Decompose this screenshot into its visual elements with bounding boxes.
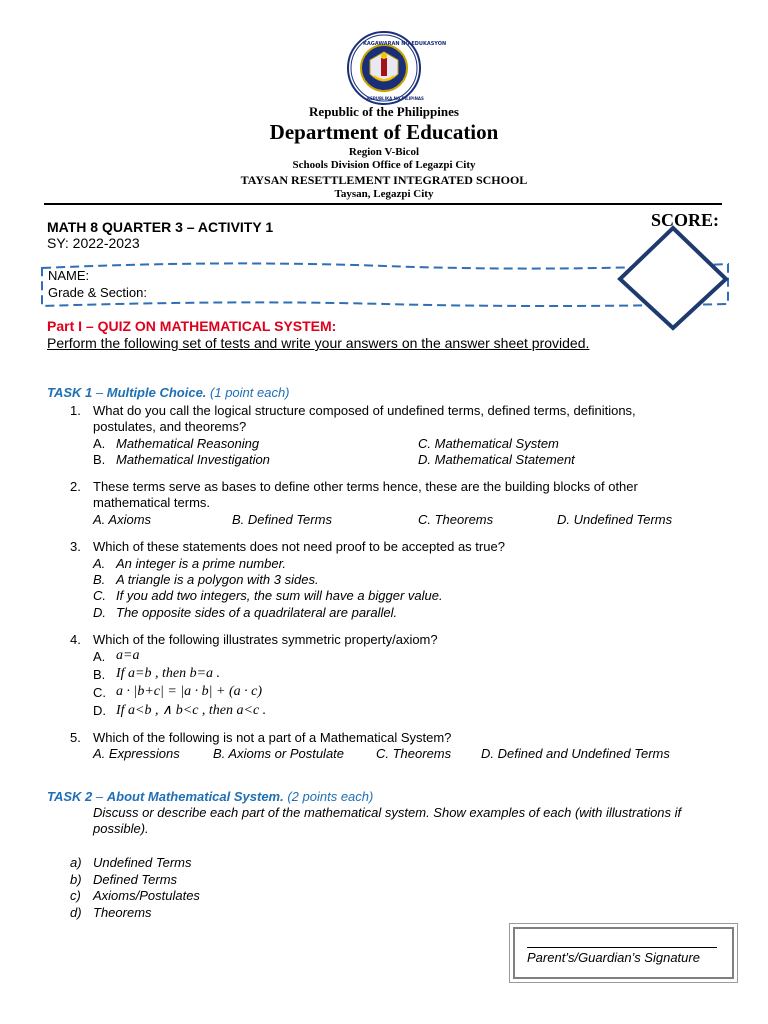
q2-option-d[interactable]: D. Undefined Terms [557,512,673,527]
task2-instruction: Discuss or describe each part of the mathematical system. Show examples of each (with illustrations if possible). [93,805,682,836]
task1-dash: – [92,385,107,400]
school-year: SY: 2022-2023 [47,235,140,251]
part1-instruction: Perform the following set of tests and write your answers on the answer sheet provided. [47,335,590,351]
score-diamond-box[interactable] [612,222,732,334]
name-field[interactable] [98,266,608,284]
q2-option-a[interactable]: A. Axioms [93,512,152,527]
school-name: TAYSAN RESETTLEMENT INTEGRATED SCHOOL [240,173,528,187]
task2-item-defined-terms: Defined Terms [93,872,178,887]
q3-option-c-letter: C. [93,588,106,603]
region-text: Region V-Bicol [348,146,420,158]
q4-option-b-letter: B. [93,667,106,682]
q1-text: What do you call the logical structure composed of undefined terms, defined terms, definitions, postulates, and theorems? [93,403,636,434]
q3-option-b[interactable]: A triangle is a polygon with 3 sides. [116,572,319,587]
q2-number: 2. [70,479,81,494]
school-location: Taysan, Legazpi City [334,188,434,200]
task1-points: (1 point each) [206,385,290,400]
q3-option-b-letter: B. [93,572,106,587]
task2-item-axioms-postulates: Axioms/Postulates [93,888,200,903]
signature-box[interactable] [513,927,734,979]
q3-text: Which of these statements does not need proof to be accepted as true? [93,539,505,554]
task1-heading [47,385,290,401]
q4-option-d[interactable]: If a<b , ∧ b<c , then a<c . [116,703,267,718]
q1-option-c[interactable]: C. Mathematical System [418,436,559,451]
q5-option-a[interactable]: A. Expressions [93,746,180,761]
grade-section-field[interactable] [160,283,608,301]
q4-option-a-letter: A. [93,649,106,664]
q3-number: 3. [70,539,81,554]
q3-option-d-letter: D. [93,605,106,620]
grade-section-label: Grade & Section: [48,285,147,300]
q4-option-c-letter: C. [93,685,106,700]
q2-option-c[interactable]: C. Theorems [418,512,494,527]
q2-option-b[interactable]: B. Defined Terms [232,512,332,527]
q4-option-c[interactable]: a · |b+c| = |a · b| + (a · c) [116,684,262,699]
q3-option-a-letter: A. [93,556,106,571]
name-label: NAME: [48,268,90,283]
signature-label: Parent’s/Guardian’s Signature [527,950,700,965]
score-label: SCORE: [651,210,720,230]
q1-number: 1. [70,403,81,418]
task2-item-letter: c) [70,888,81,903]
task2-dash: – [92,789,107,804]
q5-number: 5. [70,730,81,745]
signature-line [527,947,717,948]
q4-text: Which of the following illustrates symmetric property/axiom? [93,632,438,647]
task2-label: TASK 2 [47,789,93,804]
q2-text: These terms serve as bases to define other terms hence, these are the building blocks of other mathematical terms. [93,479,638,510]
q1-option-b[interactable]: Mathematical Investigation [116,452,270,467]
q1-option-a[interactable]: Mathematical Reasoning [116,436,260,451]
task2-item-letter: b) [70,872,82,887]
q5-option-b[interactable]: B. Axioms or Postulate [213,746,345,761]
svg-text:KAGAWARAN NG EDUKASYON: KAGAWARAN NG EDUKASYON [363,41,447,47]
task2-item-undefined-terms: Undefined Terms [93,855,192,870]
department-title: Department of Education [269,120,499,144]
task1-title: Multiple Choice. [106,385,207,400]
header-divider [44,203,722,205]
svg-text:REPUBLIKA NG PILIPINAS: REPUBLIKA NG PILIPINAS [367,96,424,101]
task1-label: TASK 1 [47,385,93,400]
q5-option-d[interactable]: D. Defined and Undefined Terms [481,746,670,761]
q3-option-d[interactable]: The opposite sides of a quadrilateral are parallel. [116,605,398,620]
q1-option-d[interactable]: D. Mathematical Statement [418,452,575,467]
q3-option-a[interactable]: An integer is a prime number. [116,556,287,571]
task2-item-letter: a) [70,855,82,870]
task2-item-theorems: Theorems [93,905,152,920]
task2-title: About Mathematical System. [106,789,284,804]
q1-option-a-letter: A. [93,436,106,451]
task2-points: (2 points each) [283,789,374,804]
republic-text: Republic of the Philippines [309,104,459,119]
task2-item-letter: d) [70,905,82,920]
q5-option-c[interactable]: C. Theorems [376,746,452,761]
q4-option-a[interactable]: a=a [116,648,140,663]
task2-heading [47,789,373,805]
deped-seal-logo [346,30,447,106]
q3-option-c[interactable]: If you add two integers, the sum will have a bigger value. [116,588,443,603]
part1-title: Part I – QUIZ ON MATHEMATICAL SYSTEM: [47,318,337,334]
q4-option-b[interactable]: If a=b , then b=a . [116,666,221,681]
division-text: Schools Division Office of Legazpi City [292,159,476,171]
q5-text: Which of the following is not a part of a Mathematical System? [93,730,452,745]
q4-number: 4. [70,632,81,647]
q1-option-b-letter: B. [93,452,106,467]
activity-title: MATH 8 QUARTER 3 – ACTIVITY 1 [47,219,274,235]
q4-option-d-letter: D. [93,703,106,718]
